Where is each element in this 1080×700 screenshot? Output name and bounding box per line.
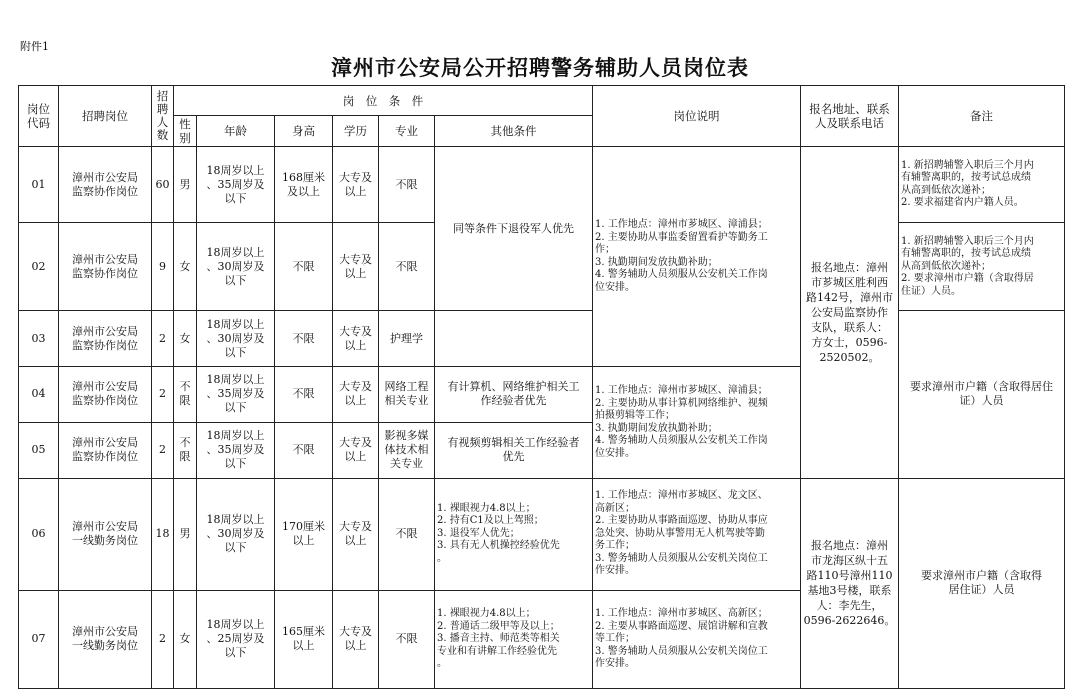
cell-remark: 1. 新招聘辅警入职后三个月内 有辅警离职的，按考试总成绩 从高到低依次递补； 2. 要求漳州市户籍（含取得居 住证）人员。: [899, 223, 1065, 311]
cell-position: 漳州市公安局 监察协作岗位: [59, 367, 152, 422]
cell-code: 04: [19, 367, 59, 422]
attachment-label: 附件1: [20, 40, 49, 53]
cell-count: 60: [152, 147, 174, 223]
cell-education: 大专及 以上: [333, 478, 379, 590]
cell-gender: 女: [174, 590, 197, 688]
cell-description-merged: 1. 工作地点：漳州市芗城区、漳浦县； 2. 主要协助从事监委留置看护等勤务工 作； 3. 执勤期间发放执勤补助； 4. 警务辅助人员须服从公安机关工作岗 位安排。: [593, 147, 801, 367]
cell-description-merged: 1. 工作地点：漳州市芗城区、漳浦县； 2. 主要协助从事计算机网络维护、视频 拍摄剪辑等工作； 3. 执勤期间发放执勤补助； 4. 警务辅助人员须服从公安机关工作岗 位安排。: [593, 367, 801, 478]
cell-count: 2: [152, 311, 174, 367]
cell-description: 1. 工作地点：漳州市芗城区、高新区； 2. 主要从事路面巡逻、展馆讲解和宣教 等工作； 3. 警务辅助人员须服从公安机关岗位工 作安排。: [593, 590, 801, 688]
cell-remark-merged: 要求漳州市户籍（含取得居住 证）人员: [899, 311, 1065, 478]
cell-code: 01: [19, 147, 59, 223]
cell-height: 不限: [275, 367, 333, 422]
cell-height: 170厘米 以上: [275, 478, 333, 590]
cell-age: 18周岁以上 、35周岁及 以下: [197, 147, 275, 223]
cell-height: 不限: [275, 223, 333, 311]
cell-gender: 男: [174, 147, 197, 223]
cell-code: 06: [19, 478, 59, 590]
cell-education: 大专及 以上: [333, 223, 379, 311]
cell-education: 大专及 以上: [333, 422, 379, 478]
cell-description: 1. 工作地点：漳州市芗城区、龙文区、 高新区； 2. 主要协助从事路面巡逻、协助从事应 急处突、协助从事警用无人机驾驶等勤 务工作； 3. 警务辅助人员须服从公安机关岗位工 作安排。: [593, 478, 801, 590]
header-code: 岗位 代码: [19, 86, 59, 147]
cell-age: 18周岁以上 、30周岁及 以下: [197, 223, 275, 311]
cell-remark-merged: 要求漳州市户籍（含取得 居住证）人员: [899, 478, 1065, 688]
cell-gender: 不限: [174, 422, 197, 478]
header-contact: 报名地址、联系 人及联系电话: [801, 86, 899, 147]
header-other: 其他条件: [435, 116, 593, 147]
cell-major: 网络工程 相关专业: [379, 367, 435, 422]
header-count: 招 聘 人 数: [152, 86, 174, 147]
cell-position: 漳州市公安局 监察协作岗位: [59, 223, 152, 311]
cell-other: 有视频剪辑相关工作经验者 优先: [435, 422, 593, 478]
cell-contact-merged: 报名地点：漳州 市芗城区胜利西 路142号，漳州市 公安局监察协作 支队，联系人： 方女士，0596- 2520502。: [801, 147, 899, 479]
cell-position: 漳州市公安局 监察协作岗位: [59, 311, 152, 367]
header-remarks: 备注: [899, 86, 1065, 147]
cell-count: 2: [152, 367, 174, 422]
cell-major: 不限: [379, 223, 435, 311]
cell-other-merged: 同等条件下退役军人优先: [435, 147, 593, 311]
cell-remark: 1. 新招聘辅警入职后三个月内 有辅警离职的，按考试总成绩 从高到低依次递补； 2. 要求福建省内户籍人员。: [899, 147, 1065, 223]
cell-other: 1. 裸眼视力4.8以上； 2. 持有C1及以上驾照； 3. 退役军人优先； 3. 具有无人机操控经验优先 。: [435, 478, 593, 590]
cell-age: 18周岁以上 、35周岁及 以下: [197, 367, 275, 422]
cell-other-empty: [435, 311, 593, 367]
cell-other: 1. 裸眼视力4.8以上； 2. 普通话二级甲等及以上； 3. 播音主持、师范类等相关 专业和有讲解工作经验优先 。: [435, 590, 593, 688]
table-row: [19, 478, 1065, 590]
cell-height: 不限: [275, 311, 333, 367]
recruitment-table: [18, 85, 1065, 689]
cell-count: 18: [152, 478, 174, 590]
page-title: 漳州市公安局公开招聘警务辅助人员岗位表: [331, 56, 749, 80]
cell-major: 不限: [379, 590, 435, 688]
cell-age: 18周岁以上 、30周岁及 以下: [197, 478, 275, 590]
cell-major: 影视多媒 体技术相 关专业: [379, 422, 435, 478]
cell-position: 漳州市公安局 监察协作岗位: [59, 422, 152, 478]
cell-count: 9: [152, 223, 174, 311]
cell-height: 不限: [275, 422, 333, 478]
cell-contact-merged: 报名地点：漳州 市龙海区纵十五 路110号漳州110 基地3号楼，联系 人：李先生， 0596-2622646。: [801, 478, 899, 688]
cell-position: 漳州市公安局 监察协作岗位: [59, 147, 152, 223]
cell-position: 漳州市公安局 一线勤务岗位: [59, 478, 152, 590]
cell-other: 有计算机、网络维护相关工 作经验者优先: [435, 367, 593, 422]
cell-age: 18周岁以上 、30周岁及 以下: [197, 311, 275, 367]
cell-gender: 不限: [174, 367, 197, 422]
cell-height: 165厘米 以上: [275, 590, 333, 688]
header-row-1: [19, 86, 1065, 116]
cell-major: 护理学: [379, 311, 435, 367]
cell-gender: 女: [174, 223, 197, 311]
header-education: 学历: [333, 116, 379, 147]
cell-age: 18周岁以上 、25周岁及 以下: [197, 590, 275, 688]
header-position: 招聘岗位: [59, 86, 152, 147]
cell-code: 02: [19, 223, 59, 311]
header-gender: 性 别: [174, 116, 197, 147]
cell-code: 05: [19, 422, 59, 478]
header-height: 身高: [275, 116, 333, 147]
cell-education: 大专及 以上: [333, 147, 379, 223]
cell-education: 大专及 以上: [333, 367, 379, 422]
cell-code: 03: [19, 311, 59, 367]
cell-gender: 女: [174, 311, 197, 367]
cell-position: 漳州市公安局 一线勤务岗位: [59, 590, 152, 688]
cell-education: 大专及 以上: [333, 311, 379, 367]
cell-count: 2: [152, 422, 174, 478]
cell-major: 不限: [379, 478, 435, 590]
cell-count: 2: [152, 590, 174, 688]
header-age: 年龄: [197, 116, 275, 147]
cell-major: 不限: [379, 147, 435, 223]
header-major: 专业: [379, 116, 435, 147]
table-row: [19, 311, 1065, 367]
header-conditions: 岗 位 条 件: [174, 86, 593, 116]
cell-education: 大专及 以上: [333, 590, 379, 688]
cell-code: 07: [19, 590, 59, 688]
table-row: [19, 147, 1065, 223]
cell-age: 18周岁以上 、35周岁及 以下: [197, 422, 275, 478]
header-description: 岗位说明: [593, 86, 801, 147]
cell-height: 168厘米 及以上: [275, 147, 333, 223]
cell-gender: 男: [174, 478, 197, 590]
